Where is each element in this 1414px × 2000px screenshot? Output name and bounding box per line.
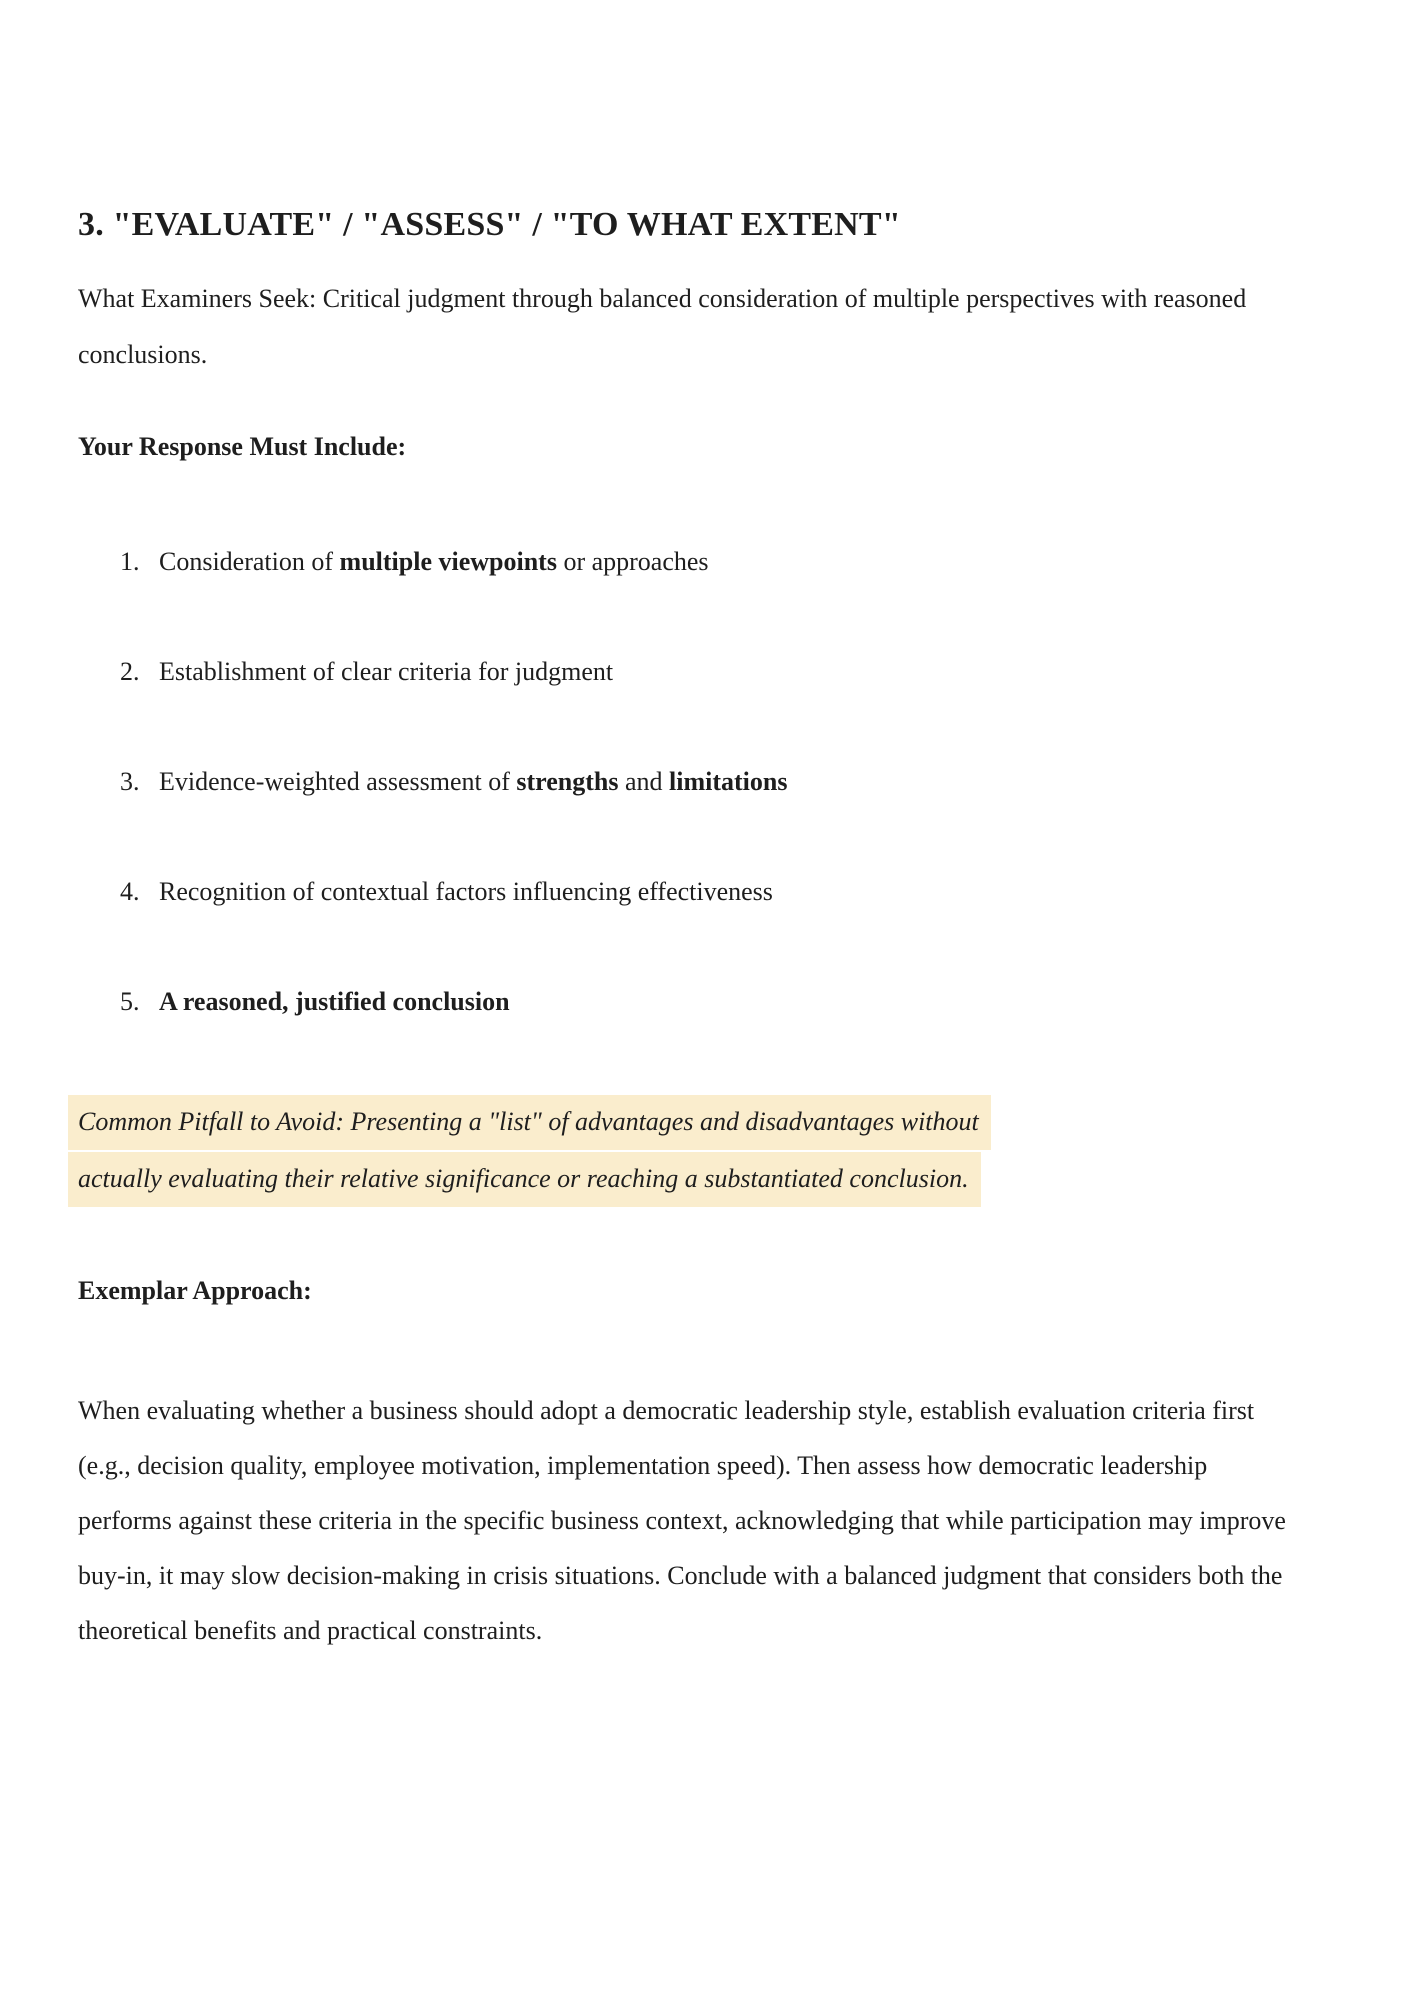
list-item-text: Evidence-weighted assessment of strengths and limitations bbox=[159, 767, 788, 796]
response-list-item bbox=[120, 655, 1334, 689]
list-item-number: 4. bbox=[120, 877, 140, 906]
list-item-number: 1. bbox=[120, 547, 140, 576]
response-requirements-list bbox=[78, 545, 1334, 1019]
pitfall-line-2: actually evaluating their relative significance or reaching a substantiated conclusion. bbox=[68, 1152, 981, 1207]
examiners-seek-text: What Examiners Seek: Critical judgment through balanced consideration of multiple perspectives with reasoned conclusions. bbox=[78, 284, 1247, 369]
list-item-text: A reasoned, justified conclusion bbox=[159, 987, 510, 1016]
exemplar-approach-text: When evaluating whether a business should adopt a democratic leadership style, establish evaluation criteria first (e.g., decision quality, employee motivation, implementation speed). Then assess how democratic leadership performs against these criteria in the specific business context, acknowledging that while participation may improve buy-in, it may slow decision-making in crisis situations. Conclude with a balanced judgment that considers both the theoretical benefits and practical constraints. bbox=[78, 1396, 1286, 1645]
response-list-item bbox=[120, 875, 1334, 909]
list-item-number: 3. bbox=[120, 767, 140, 796]
response-list-item bbox=[120, 985, 1334, 1019]
list-item-text: Consideration of multiple viewpoints or approaches bbox=[159, 547, 709, 576]
list-item-number: 2. bbox=[120, 657, 140, 686]
response-must-include-heading: Your Response Must Include: bbox=[78, 432, 407, 461]
list-item-number: 5. bbox=[120, 987, 140, 1016]
pitfall-callout bbox=[68, 1095, 1298, 1209]
exemplar-approach-heading: Exemplar Approach: bbox=[78, 1276, 312, 1305]
pitfall-line-1: Common Pitfall to Avoid: Presenting a "list" of advantages and disadvantages without bbox=[68, 1095, 991, 1150]
list-item-text: Recognition of contextual factors influencing effectiveness bbox=[159, 877, 773, 906]
list-item-text: Establishment of clear criteria for judgment bbox=[159, 657, 614, 686]
response-list-item bbox=[120, 545, 1334, 579]
section-heading: 3. "EVALUATE" / "ASSESS" / "TO WHAT EXTENT" bbox=[78, 206, 901, 243]
response-list-item bbox=[120, 765, 1334, 799]
